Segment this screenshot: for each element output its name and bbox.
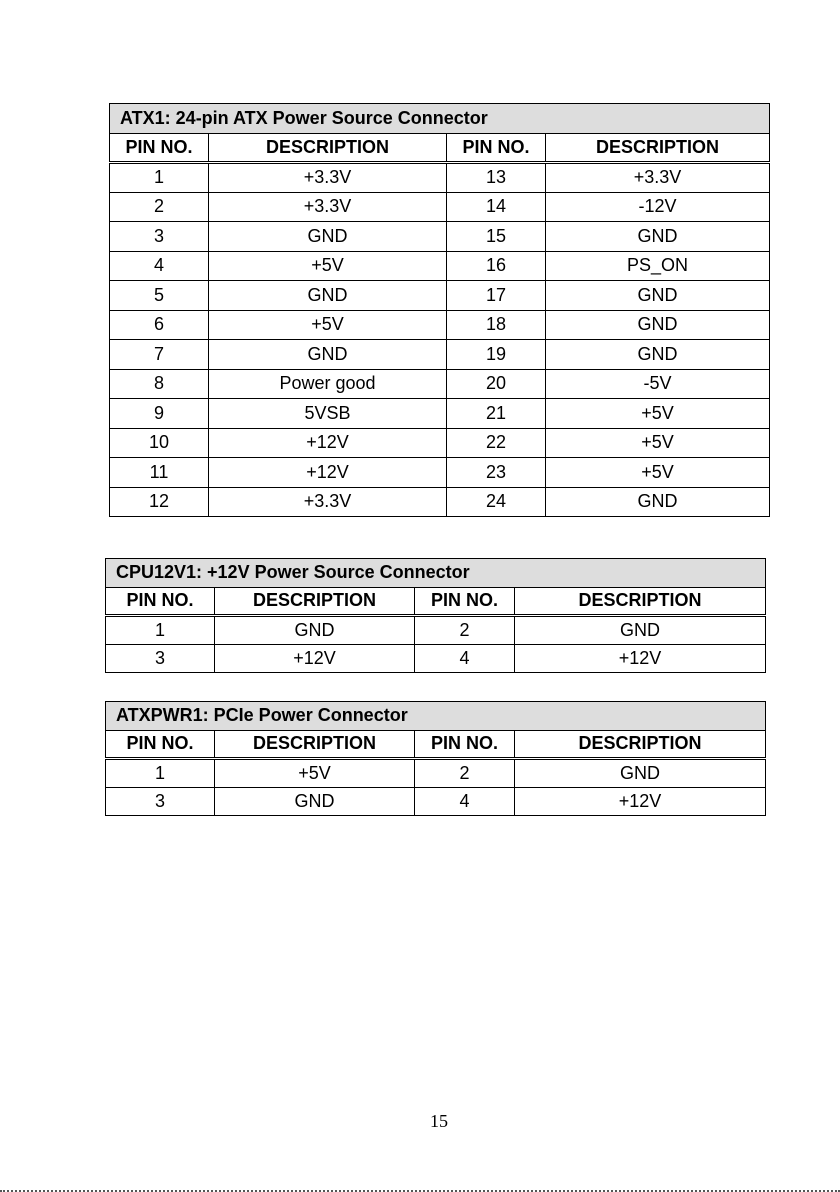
pin-description-cell: GND — [546, 487, 770, 517]
table-title: ATX1: 24-pin ATX Power Source Connector — [110, 104, 770, 134]
pin-number-cell: 7 — [110, 340, 209, 370]
pin-number-cell: 2 — [110, 192, 209, 222]
table-row — [110, 458, 770, 488]
pin-description-cell: GND — [215, 787, 415, 816]
pin-description-cell: +12V — [515, 787, 766, 816]
pin-number-cell: 24 — [447, 487, 546, 517]
pin-description-cell: GND — [209, 222, 447, 252]
pin-description-cell: +12V — [515, 644, 766, 673]
table-row — [110, 251, 770, 281]
pin-description-cell: +5V — [215, 759, 415, 788]
pin-number-cell: 3 — [106, 644, 215, 673]
table-row — [110, 399, 770, 429]
pin-description-cell: +5V — [546, 458, 770, 488]
column-header: DESCRIPTION — [515, 730, 766, 759]
pin-description-cell: +5V — [209, 310, 447, 340]
pin-description-cell: +12V — [215, 644, 415, 673]
pin-description-cell: GND — [515, 759, 766, 788]
column-header: PIN NO. — [106, 587, 215, 616]
table-title: ATXPWR1: PCIe Power Connector — [106, 702, 766, 731]
pin-description-cell: 5VSB — [209, 399, 447, 429]
table-row — [110, 428, 770, 458]
table-row — [106, 787, 766, 816]
table-row — [110, 163, 770, 193]
column-header: DESCRIPTION — [215, 730, 415, 759]
pin-number-cell: 16 — [447, 251, 546, 281]
pin-number-cell: 8 — [110, 369, 209, 399]
pin-description-cell: GND — [209, 340, 447, 370]
column-header: PIN NO. — [415, 730, 515, 759]
pin-description-cell: -12V — [546, 192, 770, 222]
pin-description-cell: GND — [215, 616, 415, 645]
pin-number-cell: 3 — [106, 787, 215, 816]
pin-description-cell: GND — [546, 281, 770, 311]
pin-description-cell: +12V — [209, 428, 447, 458]
pin-description-cell: GND — [515, 616, 766, 645]
pin-description-cell: +12V — [209, 458, 447, 488]
column-header: DESCRIPTION — [215, 587, 415, 616]
pin-number-cell: 4 — [415, 644, 515, 673]
pin-number-cell: 15 — [447, 222, 546, 252]
pin-number-cell: 2 — [415, 759, 515, 788]
pin-description-cell: GND — [209, 281, 447, 311]
pin-number-cell: 22 — [447, 428, 546, 458]
column-header: DESCRIPTION — [546, 133, 770, 163]
pin-description-cell: PS_ON — [546, 251, 770, 281]
pin-description-cell: -5V — [546, 369, 770, 399]
table-row — [110, 340, 770, 370]
pin-number-cell: 19 — [447, 340, 546, 370]
pin-number-cell: 11 — [110, 458, 209, 488]
table-row — [110, 310, 770, 340]
pin-description-cell: GND — [546, 340, 770, 370]
table-row — [110, 222, 770, 252]
column-header: PIN NO. — [447, 133, 546, 163]
pin-description-cell: +3.3V — [209, 163, 447, 193]
pin-number-cell: 3 — [110, 222, 209, 252]
pin-description-cell: +5V — [546, 428, 770, 458]
pin-number-cell: 12 — [110, 487, 209, 517]
page-number: 15 — [430, 1111, 448, 1131]
pin-number-cell: 1 — [106, 616, 215, 645]
pin-description-cell: +3.3V — [209, 487, 447, 517]
table-row — [110, 192, 770, 222]
cpu12v1-pin-table — [105, 558, 766, 673]
pin-description-cell: Power good — [209, 369, 447, 399]
pin-number-cell: 4 — [415, 787, 515, 816]
table-row — [110, 487, 770, 517]
pin-number-cell: 2 — [415, 616, 515, 645]
pin-number-cell: 23 — [447, 458, 546, 488]
table-row — [110, 281, 770, 311]
pin-description-cell: +3.3V — [209, 192, 447, 222]
pin-number-cell: 1 — [106, 759, 215, 788]
pin-number-cell: 5 — [110, 281, 209, 311]
pin-number-cell: 18 — [447, 310, 546, 340]
pin-number-cell: 9 — [110, 399, 209, 429]
pin-number-cell: 13 — [447, 163, 546, 193]
table-title: CPU12V1: +12V Power Source Connector — [106, 559, 766, 588]
table-row — [110, 369, 770, 399]
table-row — [106, 616, 766, 645]
column-header: PIN NO. — [106, 730, 215, 759]
column-header: DESCRIPTION — [515, 587, 766, 616]
pin-number-cell: 20 — [447, 369, 546, 399]
pin-description-cell: +5V — [546, 399, 770, 429]
pin-number-cell: 1 — [110, 163, 209, 193]
pin-description-cell: GND — [546, 222, 770, 252]
pin-description-cell: +5V — [209, 251, 447, 281]
column-header: PIN NO. — [110, 133, 209, 163]
pin-number-cell: 17 — [447, 281, 546, 311]
pin-number-cell: 6 — [110, 310, 209, 340]
atx1-pin-table — [109, 103, 770, 517]
table-row — [106, 644, 766, 673]
column-header: DESCRIPTION — [209, 133, 447, 163]
pin-number-cell: 10 — [110, 428, 209, 458]
pin-description-cell: GND — [546, 310, 770, 340]
column-header: PIN NO. — [415, 587, 515, 616]
atxpwr1-pin-table — [105, 701, 766, 816]
pin-number-cell: 14 — [447, 192, 546, 222]
table-row — [106, 759, 766, 788]
pin-number-cell: 4 — [110, 251, 209, 281]
pin-number-cell: 21 — [447, 399, 546, 429]
pin-description-cell: +3.3V — [546, 163, 770, 193]
